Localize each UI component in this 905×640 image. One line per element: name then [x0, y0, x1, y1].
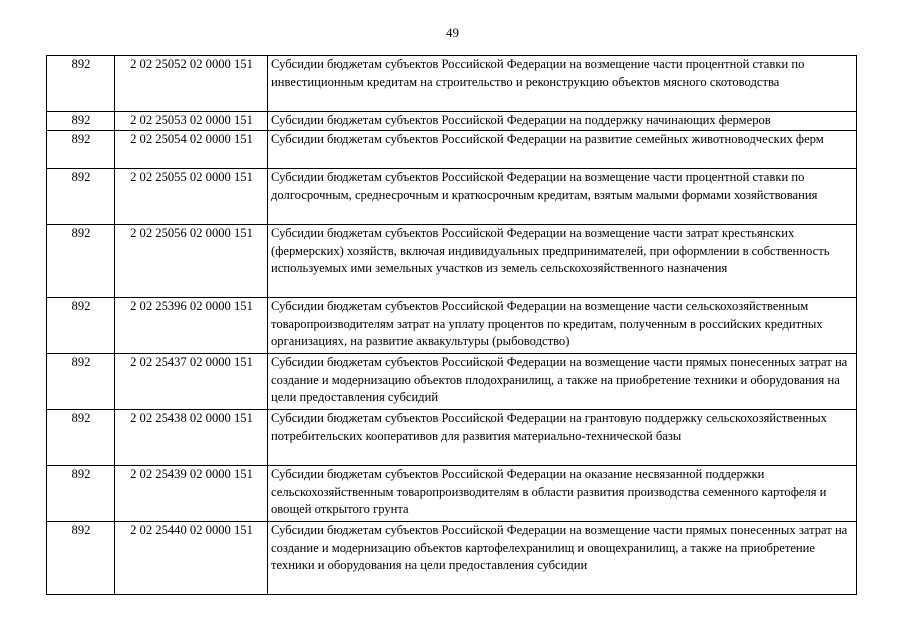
budget-code: 2 02 25055 02 0000 151 — [115, 169, 268, 225]
table-row — [47, 225, 857, 298]
subsidy-description: Субсидии бюджетам субъектов Российской Федерации на поддержку начинающих фермеров — [268, 112, 857, 131]
budget-code: 2 02 25396 02 0000 151 — [115, 298, 268, 354]
budget-code: 2 02 25054 02 0000 151 — [115, 131, 268, 169]
subsidy-description: Субсидии бюджетам субъектов Российской Федерации на развитие семейных животноводческих ферм — [268, 131, 857, 169]
budget-code: 2 02 25439 02 0000 151 — [115, 466, 268, 522]
page-number: 49 — [446, 25, 459, 40]
table-row — [47, 112, 857, 131]
budget-code: 2 02 25053 02 0000 151 — [115, 112, 268, 131]
table-row — [47, 410, 857, 466]
subsidy-description: Субсидии бюджетам субъектов Российской Федерации на возмещение части сельскохозяйственным товаропроизводителям затрат на уплату процентов по кредитам, полученным в российских кредитных организациях, на развитие аквакультуры (рыбоводство) — [268, 298, 857, 354]
budget-code: 2 02 25440 02 0000 151 — [115, 522, 268, 595]
administrator-code: 892 — [47, 354, 115, 410]
subsidy-description: Субсидии бюджетам субъектов Российской Федерации на оказание несвязанной поддержки сельскохозяйственным товаропроизводителям в области развития производства семенного картофеля и овощей открытого грунта — [268, 466, 857, 522]
administrator-code: 892 — [47, 169, 115, 225]
budget-code: 2 02 25052 02 0000 151 — [115, 56, 268, 112]
administrator-code: 892 — [47, 225, 115, 298]
table-row — [47, 354, 857, 410]
table-row — [47, 522, 857, 595]
administrator-code: 892 — [47, 56, 115, 112]
administrator-code: 892 — [47, 112, 115, 131]
table-row — [47, 131, 857, 169]
budget-code: 2 02 25438 02 0000 151 — [115, 410, 268, 466]
budget-code: 2 02 25437 02 0000 151 — [115, 354, 268, 410]
budget-classification-table — [46, 55, 857, 595]
table-row — [47, 298, 857, 354]
subsidy-description: Субсидии бюджетам субъектов Российской Федерации на грантовую поддержку сельскохозяйственных потребительских кооперативов для развития материально-технической базы — [268, 410, 857, 466]
subsidy-description: Субсидии бюджетам субъектов Российской Федерации на возмещение части процентной ставки по долгосрочным, среднесрочным и краткосрочным кредитам, взятым малыми формами хозяйствования — [268, 169, 857, 225]
table-row — [47, 56, 857, 112]
subsidy-description: Субсидии бюджетам субъектов Российской Федерации на возмещение части затрат крестьянских (фермерских) хозяйств, включая индивидуальных предпринимателей, при оформлении в собственность используемых ими земельных участков из земель сельскохозяйственного назначения — [268, 225, 857, 298]
subsidy-description: Субсидии бюджетам субъектов Российской Федерации на возмещение части прямых понесенных затрат на создание и модернизацию объектов картофелехранилищ и овощехранилищ, а также на приобретение техники и оборудования на цели предоставления субсидии — [268, 522, 857, 595]
administrator-code: 892 — [47, 466, 115, 522]
administrator-code: 892 — [47, 522, 115, 595]
subsidy-description: Субсидии бюджетам субъектов Российской Федерации на возмещение части прямых понесенных затрат на создание и модернизацию объектов плодохранилищ, а также на приобретение техники и оборудования на цели предоставления субсидий — [268, 354, 857, 410]
budget-code: 2 02 25056 02 0000 151 — [115, 225, 268, 298]
subsidy-description: Субсидии бюджетам субъектов Российской Федерации на возмещение части процентной ставки по инвестиционным кредитам на строительство и реконструкцию объектов мясного скотоводства — [268, 56, 857, 112]
administrator-code: 892 — [47, 298, 115, 354]
administrator-code: 892 — [47, 410, 115, 466]
table-row — [47, 466, 857, 522]
administrator-code: 892 — [47, 131, 115, 169]
table-row — [47, 169, 857, 225]
